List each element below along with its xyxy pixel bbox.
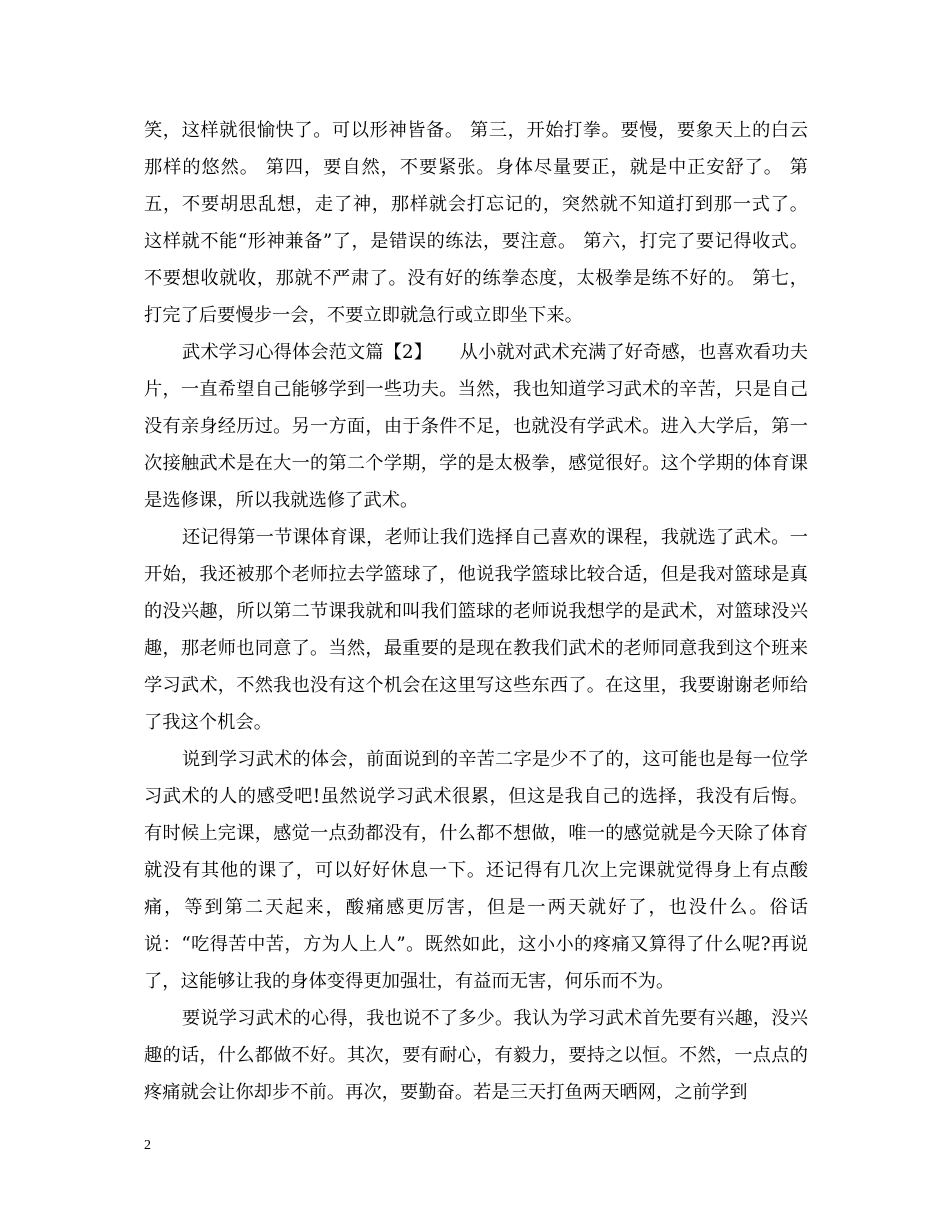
document-body [144,112,808,1111]
paragraph-experience: 说到学习武术的体会，前面说到的辛苦二字是少不了的，这可能也是每一位学习武术的人的感受吧!虽然说学习武术很累，但这是我自己的选择，我没有后悔。有时候上完课，感觉一点劲都没有，什么都不想做，唯一的感觉就是今天除了体育就没有其他的课了，可以好好休息一下。还记得有几次上完课就觉得身上有点酸痛，等到第二天起来，酸痛感更厉害，但是一两天就好了，也没什么。俗话说：“吃得苦中苦，方为人上人”。既然如此，这小小的疼痛又算得了什么呢?再说了，这能够让我的身体变得更加强壮，有益而无害，何乐而不为。 [144,749,808,992]
paragraph-first-class: 还记得第一节课体育课，老师让我们选择自己喜欢的课程，我就选了武术。一开始，我还被那个老师拉去学篮球了，他说我学篮球比较合适，但是我对篮球是真的没兴趣，所以第二节课我就和叫我们篮球的老师说我想学的是武术，对篮球没兴趣，那老师也同意了。当然，最重要的是现在教我们武术的老师同意我到这个班来学习武术，不然我也没有这个机会在这里写这些东西了。在这里，我要谢谢老师给了我这个机会。 [144,527,808,733]
paragraph-essay-2-intro: 武术学习心得体会范文篇【2】 从小就对武术充满了好奇感，也喜欢看功夫片，一直希望自己能够学到一些功夫。当然，我也知道学习武术的辛苦，只是自己没有亲身经历过。另一方面，由于条件不足，也就没有学武术。进入大学后，第一次接触武术是在大一的第二个学期，学的是太极拳，感觉很好。这个学期的体育课是选修课，所以我就选修了武术。 [144,342,808,511]
paragraph-continuation: 笑，这样就很愉快了。可以形神皆备。 第三，开始打拳。要慢，要象天上的白云那样的悠然。 第四，要自然，不要紧张。身体尽量要正，就是中正安舒了。 第五，不要胡思乱想，走了神，那样就会打忘记的，突然就不知道打到那一式了。 这样就不能“形神兼备”了，是错误的练法，要注意。 第六，打完了要记得收式。不要想收就收，那就不严肃了。没有好的练拳态度，太极拳是练不好的。 第七，打完了后要慢步一会，不要立即就急行或立即坐下来。 [144,120,808,326]
paragraph-insights: 要说学习武术的心得，我也说不了多少。我认为学习武术首先要有兴趣，没兴趣的话，什么都做不好。其次，要有耐心，有毅力，要持之以恒。不然，一点点的疼痛就会让你却步不前。再次，要勤奋。若是三天打鱼两天晒网，之前学到 [144,1008,808,1103]
page-number: 2 [144,1138,151,1153]
